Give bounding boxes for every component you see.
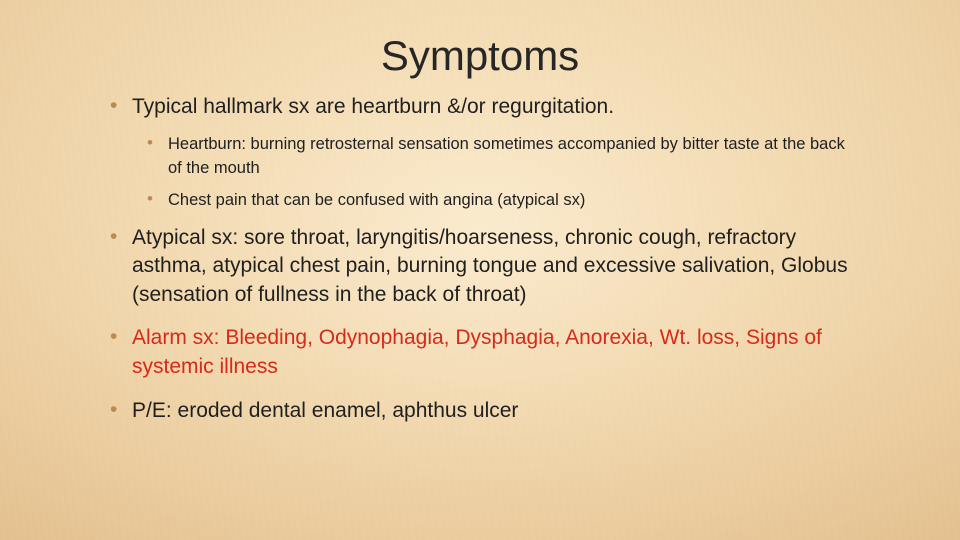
bullet-icon: • — [110, 325, 118, 349]
sub-bullet-text: Heartburn: burning retrosternal sensation sometimes accompanied by bitter taste at the back of the mouth — [168, 134, 845, 177]
bullet-icon: • — [110, 397, 118, 421]
bullet-alarm-sx — [110, 324, 860, 381]
bullet-text: Atypical sx: sore throat, laryngitis/hoarseness, chronic cough, refractory asthma, atypical chest pain, burning tongue and excessive salivation, Globus (sensation of fullness in the back of throat) — [132, 225, 848, 306]
bullet-icon: • — [147, 132, 153, 152]
bullet-text: Alarm sx: Bleeding, Odynophagia, Dysphagia, Anorexia, Wt. loss, Signs of systemic illness — [132, 326, 822, 378]
bullet-physical-exam — [110, 397, 860, 426]
slide-title: Symptoms — [380, 32, 580, 79]
bullet-typical-sx — [110, 93, 860, 122]
bullet-icon: • — [147, 188, 153, 208]
sub-bullet-heartburn — [147, 132, 860, 180]
sub-bullet-chest-pain — [147, 188, 860, 212]
bullet-icon: • — [110, 224, 118, 248]
slide-body — [110, 93, 860, 425]
sub-bullet-text: Chest pain that can be confused with angina (atypical sx) — [168, 190, 586, 209]
bullet-text: Typical hallmark sx are heartburn &/or regurgitation. — [132, 95, 615, 118]
bullet-atypical-sx — [110, 224, 860, 310]
bullet-icon: • — [110, 94, 118, 117]
bullet-text: P/E: eroded dental enamel, aphthus ulcer — [132, 398, 519, 422]
